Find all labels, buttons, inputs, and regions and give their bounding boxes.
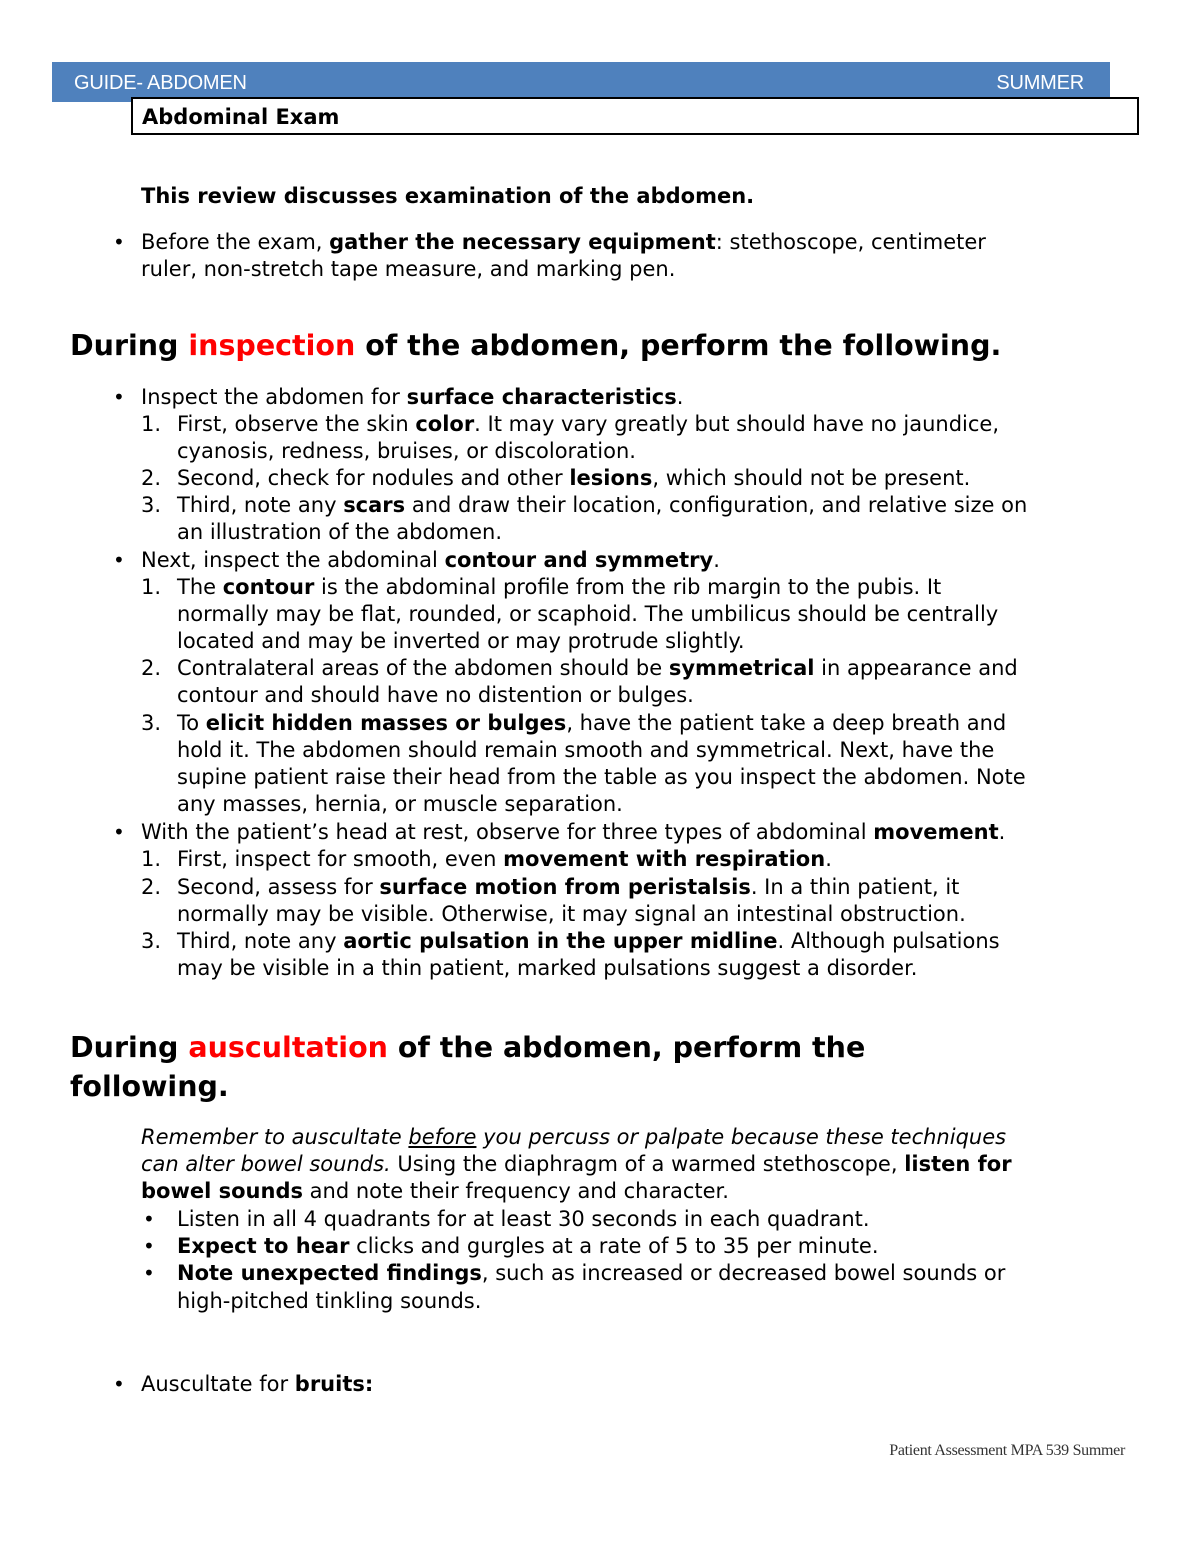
equipment-line-1: Before the exam, gather the necessary equipment: stethoscope, centimeter <box>141 230 986 254</box>
page-title: Abdominal Exam <box>131 97 1139 135</box>
surface-step-2: Second, check for nodules and other lesions, which should not be present. <box>177 466 971 490</box>
bullet-icon: • <box>113 548 125 572</box>
unexpected-item: Note unexpected findings, such as increased or decreased bowel sounds or <box>177 1261 1006 1285</box>
surface-step-3-cont: an illustration of the abdomen. <box>177 520 503 544</box>
bullet-icon: • <box>113 385 125 409</box>
remember-line-3: bowel sounds and note their frequency and character. <box>141 1179 729 1203</box>
list-number: 3. <box>141 493 162 517</box>
auscultation-heading-cont: following. <box>70 1070 229 1103</box>
intro-text: This review discusses examination of the abdomen. <box>141 184 755 208</box>
movement-step-1: First, inspect for smooth, even movement with respiration. <box>177 847 832 871</box>
list-number: 3. <box>141 929 162 953</box>
contour-step-1: The contour is the abdominal profile from the rib margin to the pubis. It <box>177 575 942 599</box>
contour-step-2: Contralateral areas of the abdomen should be symmetrical in appearance and <box>177 656 1018 680</box>
equipment-line-2: ruler, non-stretch tape measure, and marking pen. <box>141 257 676 281</box>
contour-step-3-cont: hold it. The abdomen should remain smooth and symmetrical. Next, have the <box>177 738 995 762</box>
list-number: 2. <box>141 656 162 680</box>
expect-item: Expect to hear clicks and gurgles at a rate of 5 to 35 per minute. <box>177 1234 879 1258</box>
movement-step-3: Third, note any aortic pulsation in the upper midline. Although pulsations <box>177 929 1000 953</box>
bullet-icon: • <box>113 820 125 844</box>
inspection-heading: During inspection of the abdomen, perform the following. <box>70 329 1002 362</box>
contour-step-3-cont: supine patient raise their head from the table as you inspect the abdomen. Note <box>177 765 1026 789</box>
bullet-icon: • <box>113 1372 125 1396</box>
page-footer: Patient Assessment MPA 539 Summer <box>889 1442 1125 1459</box>
quadrants-item: Listen in all 4 quadrants for at least 30 seconds in each quadrant. <box>177 1207 870 1231</box>
contour-step-1-cont: located and may be inverted or may protrude slightly. <box>177 629 745 653</box>
bruits-item: Auscultate for bruits: <box>141 1372 374 1396</box>
bullet-icon: • <box>113 230 125 254</box>
remember-line-1: Remember to auscultate before you percuss or palpate because these techniques <box>141 1125 1007 1149</box>
list-number: 2. <box>141 466 162 490</box>
bullet-icon: • <box>143 1207 155 1231</box>
contour-step-1-cont: normally may be flat, rounded, or scaphoid. The umbilicus should be centrally <box>177 602 999 626</box>
list-number: 2. <box>141 875 162 899</box>
remember-line-2: can alter bowel sounds. Using the diaphragm of a warmed stethoscope, listen for <box>141 1152 1012 1176</box>
auscultation-heading: During auscultation of the abdomen, perform the <box>70 1031 866 1064</box>
header-right-term: SUMMER <box>996 72 1084 94</box>
list-number: 1. <box>141 412 162 436</box>
header-left-title: GUIDE- ABDOMEN <box>74 72 247 94</box>
surface-step-1: First, observe the skin color. It may vary greatly but should have no jaundice, <box>177 412 1000 436</box>
list-number: 1. <box>141 847 162 871</box>
movement-step-3-cont: may be visible in a thin patient, marked pulsations suggest a disorder. <box>177 956 918 980</box>
unexpected-item-cont: high-pitched tinkling sounds. <box>177 1289 482 1313</box>
contour-step-2-cont: contour and should have no distention or bulges. <box>177 683 694 707</box>
list-number: 1. <box>141 575 162 599</box>
surface-step-1-cont: cyanosis, redness, bruises, or discoloration. <box>177 439 636 463</box>
header-bar <box>52 62 1110 102</box>
list-number: 3. <box>141 711 162 735</box>
surface-item: Inspect the abdomen for surface characteristics. <box>141 385 684 409</box>
movement-item: With the patient’s head at rest, observe for three types of abdominal movement. <box>141 820 1006 844</box>
contour-step-3-cont: any masses, hernia, or muscle separation. <box>177 792 623 816</box>
bullet-icon: • <box>143 1261 155 1285</box>
surface-step-3: Third, note any scars and draw their location, configuration, and relative size on <box>177 493 1028 517</box>
contour-item: Next, inspect the abdominal contour and symmetry. <box>141 548 720 572</box>
contour-step-3: To elicit hidden masses or bulges, have the patient take a deep breath and <box>177 711 1007 735</box>
bullet-icon: • <box>143 1234 155 1258</box>
movement-step-2: Second, assess for surface motion from peristalsis. In a thin patient, it <box>177 875 960 899</box>
movement-step-2-cont: normally may be visible. Otherwise, it may signal an intestinal obstruction. <box>177 902 966 926</box>
